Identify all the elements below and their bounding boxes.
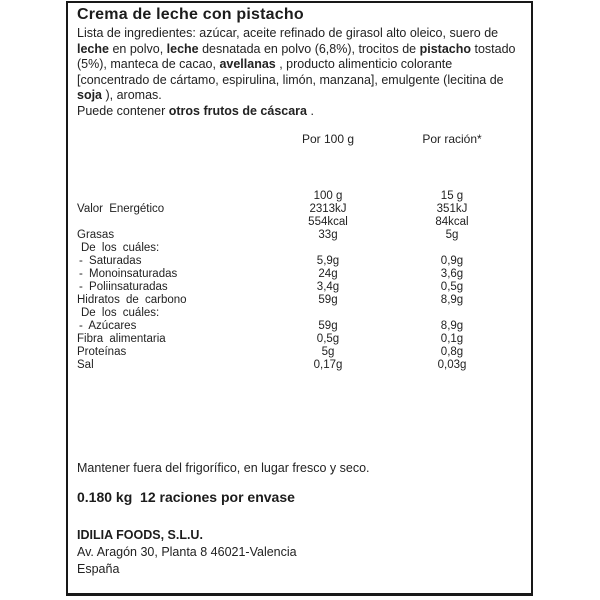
value-per-serving: 3,6g	[440, 268, 464, 280]
table-row-polyunsaturated	[77, 281, 527, 294]
value-per-100g: 59g	[318, 320, 338, 332]
row-label: De los cuáles:	[81, 242, 160, 254]
ingredients-text: tostado (5%), manteca de cacao,	[77, 41, 516, 72]
table-row-fat	[77, 229, 527, 242]
manufacturer-address: Av. Aragón 30, Planta 8 46021-Valencia	[77, 545, 297, 559]
allergen-pistacho: pistacho	[419, 41, 471, 56]
table-row-sugars	[77, 320, 527, 333]
table-row-salt	[77, 359, 527, 372]
table-row-carbohydrates	[77, 294, 527, 307]
row-label: Proteínas	[77, 346, 127, 358]
ingredients-paragraph	[77, 26, 527, 104]
row-label: - Monoinsaturadas	[79, 268, 178, 280]
manufacturer-info	[77, 527, 527, 578]
storage-instructions: Mantener fuera del frigorífico, en lugar fresco y seco.	[77, 461, 370, 475]
row-label: Hidratos de carbono	[77, 294, 187, 306]
ingredients-text: en polvo,	[108, 41, 167, 56]
ingredients-text: , producto alimenticio colorante [concentrado de cártamo, espirulina, limón, manzana], emulgente (lecitina de	[77, 57, 504, 87]
col-header-per-100g: Por 100 g	[301, 132, 355, 146]
table-row-quantity	[77, 190, 527, 203]
value-per-serving: 0,5g	[440, 281, 464, 293]
product-title: Crema de leche con pistacho	[77, 6, 304, 23]
value-per-100g: 0,5g	[316, 333, 340, 345]
row-label: Fibra alimentaria	[77, 333, 166, 345]
may-contain-text: Puede contener	[77, 103, 169, 118]
row-label: Grasas	[77, 229, 115, 241]
value-per-serving: 8,9g	[440, 294, 464, 306]
value-per-serving: 84kcal	[435, 216, 469, 228]
value-per-100g: 5g	[321, 346, 335, 358]
allergen-frutos-de-cascara: otros frutos de cáscara	[168, 103, 307, 118]
row-label: - Saturadas	[79, 255, 142, 267]
value-per-100g: 33g	[318, 229, 338, 241]
nutrition-table	[77, 190, 527, 372]
value-per-serving: 0,8g	[440, 346, 464, 358]
value-per-serving: 0,03g	[437, 359, 467, 371]
ingredients-text: ), aromas.	[102, 88, 162, 103]
table-row-energy-kj	[77, 203, 527, 216]
value-per-serving: 0,9g	[440, 255, 464, 267]
table-row-energy-kcal	[77, 216, 527, 229]
table-row-monounsaturated	[77, 268, 527, 281]
nutrition-table-header	[77, 132, 527, 145]
row-label: Sal	[77, 359, 94, 371]
may-contain-line	[77, 104, 527, 120]
value-per-serving: 0,1g	[440, 333, 464, 345]
allergen-leche: leche	[77, 41, 109, 56]
value-per-100g: 59g	[318, 294, 338, 306]
value-per-100g: 100 g	[313, 190, 343, 202]
row-label: De los cuáles:	[81, 307, 160, 319]
value-per-serving: 5g	[445, 229, 459, 241]
value-per-100g: 2313kJ	[309, 203, 347, 215]
value-per-serving: 8,9g	[440, 320, 464, 332]
value-per-100g: 0,17g	[313, 359, 343, 371]
row-label: Valor Energético	[77, 203, 165, 215]
allergen-soja: soja	[77, 88, 103, 103]
manufacturer-name: IDILIA FOODS, S.L.U.	[77, 528, 203, 542]
value-per-serving: 351kJ	[436, 203, 468, 215]
net-weight-and-servings: 0.180 kg 12 raciones por envase	[77, 489, 295, 505]
allergen-leche: leche	[166, 41, 199, 56]
table-row-saturated	[77, 255, 527, 268]
table-row-of-which-fat	[77, 242, 527, 255]
row-label: - Poliinsaturadas	[79, 281, 168, 293]
table-row-protein	[77, 346, 527, 359]
may-contain-text: .	[307, 103, 314, 118]
allergen-avellanas: avellanas	[219, 57, 276, 72]
value-per-100g: 24g	[318, 268, 338, 280]
value-per-serving: 15 g	[440, 190, 464, 202]
value-per-100g: 3,4g	[316, 281, 340, 293]
product-label-box	[66, 1, 533, 596]
table-row-fiber	[77, 333, 527, 346]
row-label: - Azúcares	[79, 320, 137, 332]
ingredients-section	[77, 26, 527, 120]
value-per-100g: 5,9g	[316, 255, 340, 267]
table-row-of-which-carbs	[77, 307, 527, 320]
value-per-100g: 554kcal	[308, 216, 348, 228]
manufacturer-country: España	[77, 562, 120, 576]
ingredients-text: Lista de ingredientes: azúcar, aceite refinado de girasol alto oleico, suero de	[77, 26, 499, 40]
ingredients-text: desnatada en polvo (6,8%), trocitos de	[198, 41, 420, 56]
col-header-per-serving: Por ración*	[422, 132, 482, 146]
